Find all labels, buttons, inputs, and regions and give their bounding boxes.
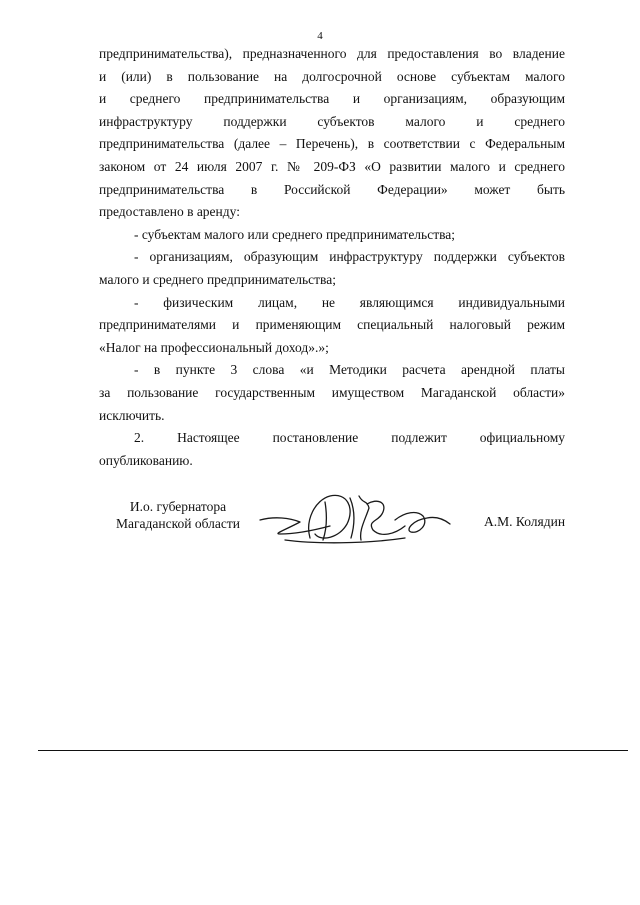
body-line: малого и среднего предпринимательства; bbox=[99, 271, 336, 287]
signatory-title bbox=[108, 498, 248, 532]
body-line: предпринимателями и применяющим специальный налоговый режим bbox=[99, 317, 565, 333]
body-line: предпринимательства), предназначенного для предоставления во владение bbox=[99, 46, 565, 61]
body-line: исключить. bbox=[99, 407, 165, 423]
signatory-title-line2: Магаданской области bbox=[116, 516, 240, 531]
body-line: и (или) в пользование на долгосрочной основе субъектам малого bbox=[99, 68, 565, 84]
body-line: предоставлено в аренду: bbox=[99, 204, 240, 220]
footer-divider bbox=[38, 750, 628, 751]
signatory-name: А.М. Колядин bbox=[484, 514, 566, 529]
signatory-title-line1: И.о. губернатора bbox=[129, 499, 227, 514]
body-line: - организациям, образующим инфраструктуру поддержки субъектов bbox=[134, 249, 565, 265]
body-line: - субъектам малого или среднего предпринимательства; bbox=[134, 226, 456, 242]
body-line: предпринимательства (далее – Перечень), в соответствии с Федеральным bbox=[99, 136, 565, 152]
document-body bbox=[99, 43, 565, 472]
body-line: и среднего предпринимательства и организациям, образующим bbox=[99, 91, 565, 107]
body-line: опубликованию. bbox=[99, 452, 193, 468]
body-line: - физическим лицам, не являющимся индивидуальными bbox=[134, 294, 565, 310]
body-line: инфраструктуру поддержки субъектов малого и среднего bbox=[99, 113, 565, 129]
body-line: 2. Настоящее постановление подлежит официальному bbox=[134, 430, 565, 446]
body-line: - в пункте 3 слова «и Методики расчета арендной платы bbox=[134, 362, 565, 378]
body-line: законом от 24 июля 2007 г. № 209-ФЗ «О развитии малого и среднего bbox=[99, 158, 565, 174]
body-line: «Налог на профессиональный доход».»; bbox=[99, 339, 329, 355]
signature-block bbox=[0, 490, 640, 560]
body-line: предпринимательства в Российской Федерации» может быть bbox=[99, 181, 565, 197]
handwritten-signature bbox=[255, 490, 455, 550]
page-number: 4 bbox=[317, 30, 323, 42]
body-line: за пользование государственным имуществом Магаданской области» bbox=[99, 384, 565, 400]
